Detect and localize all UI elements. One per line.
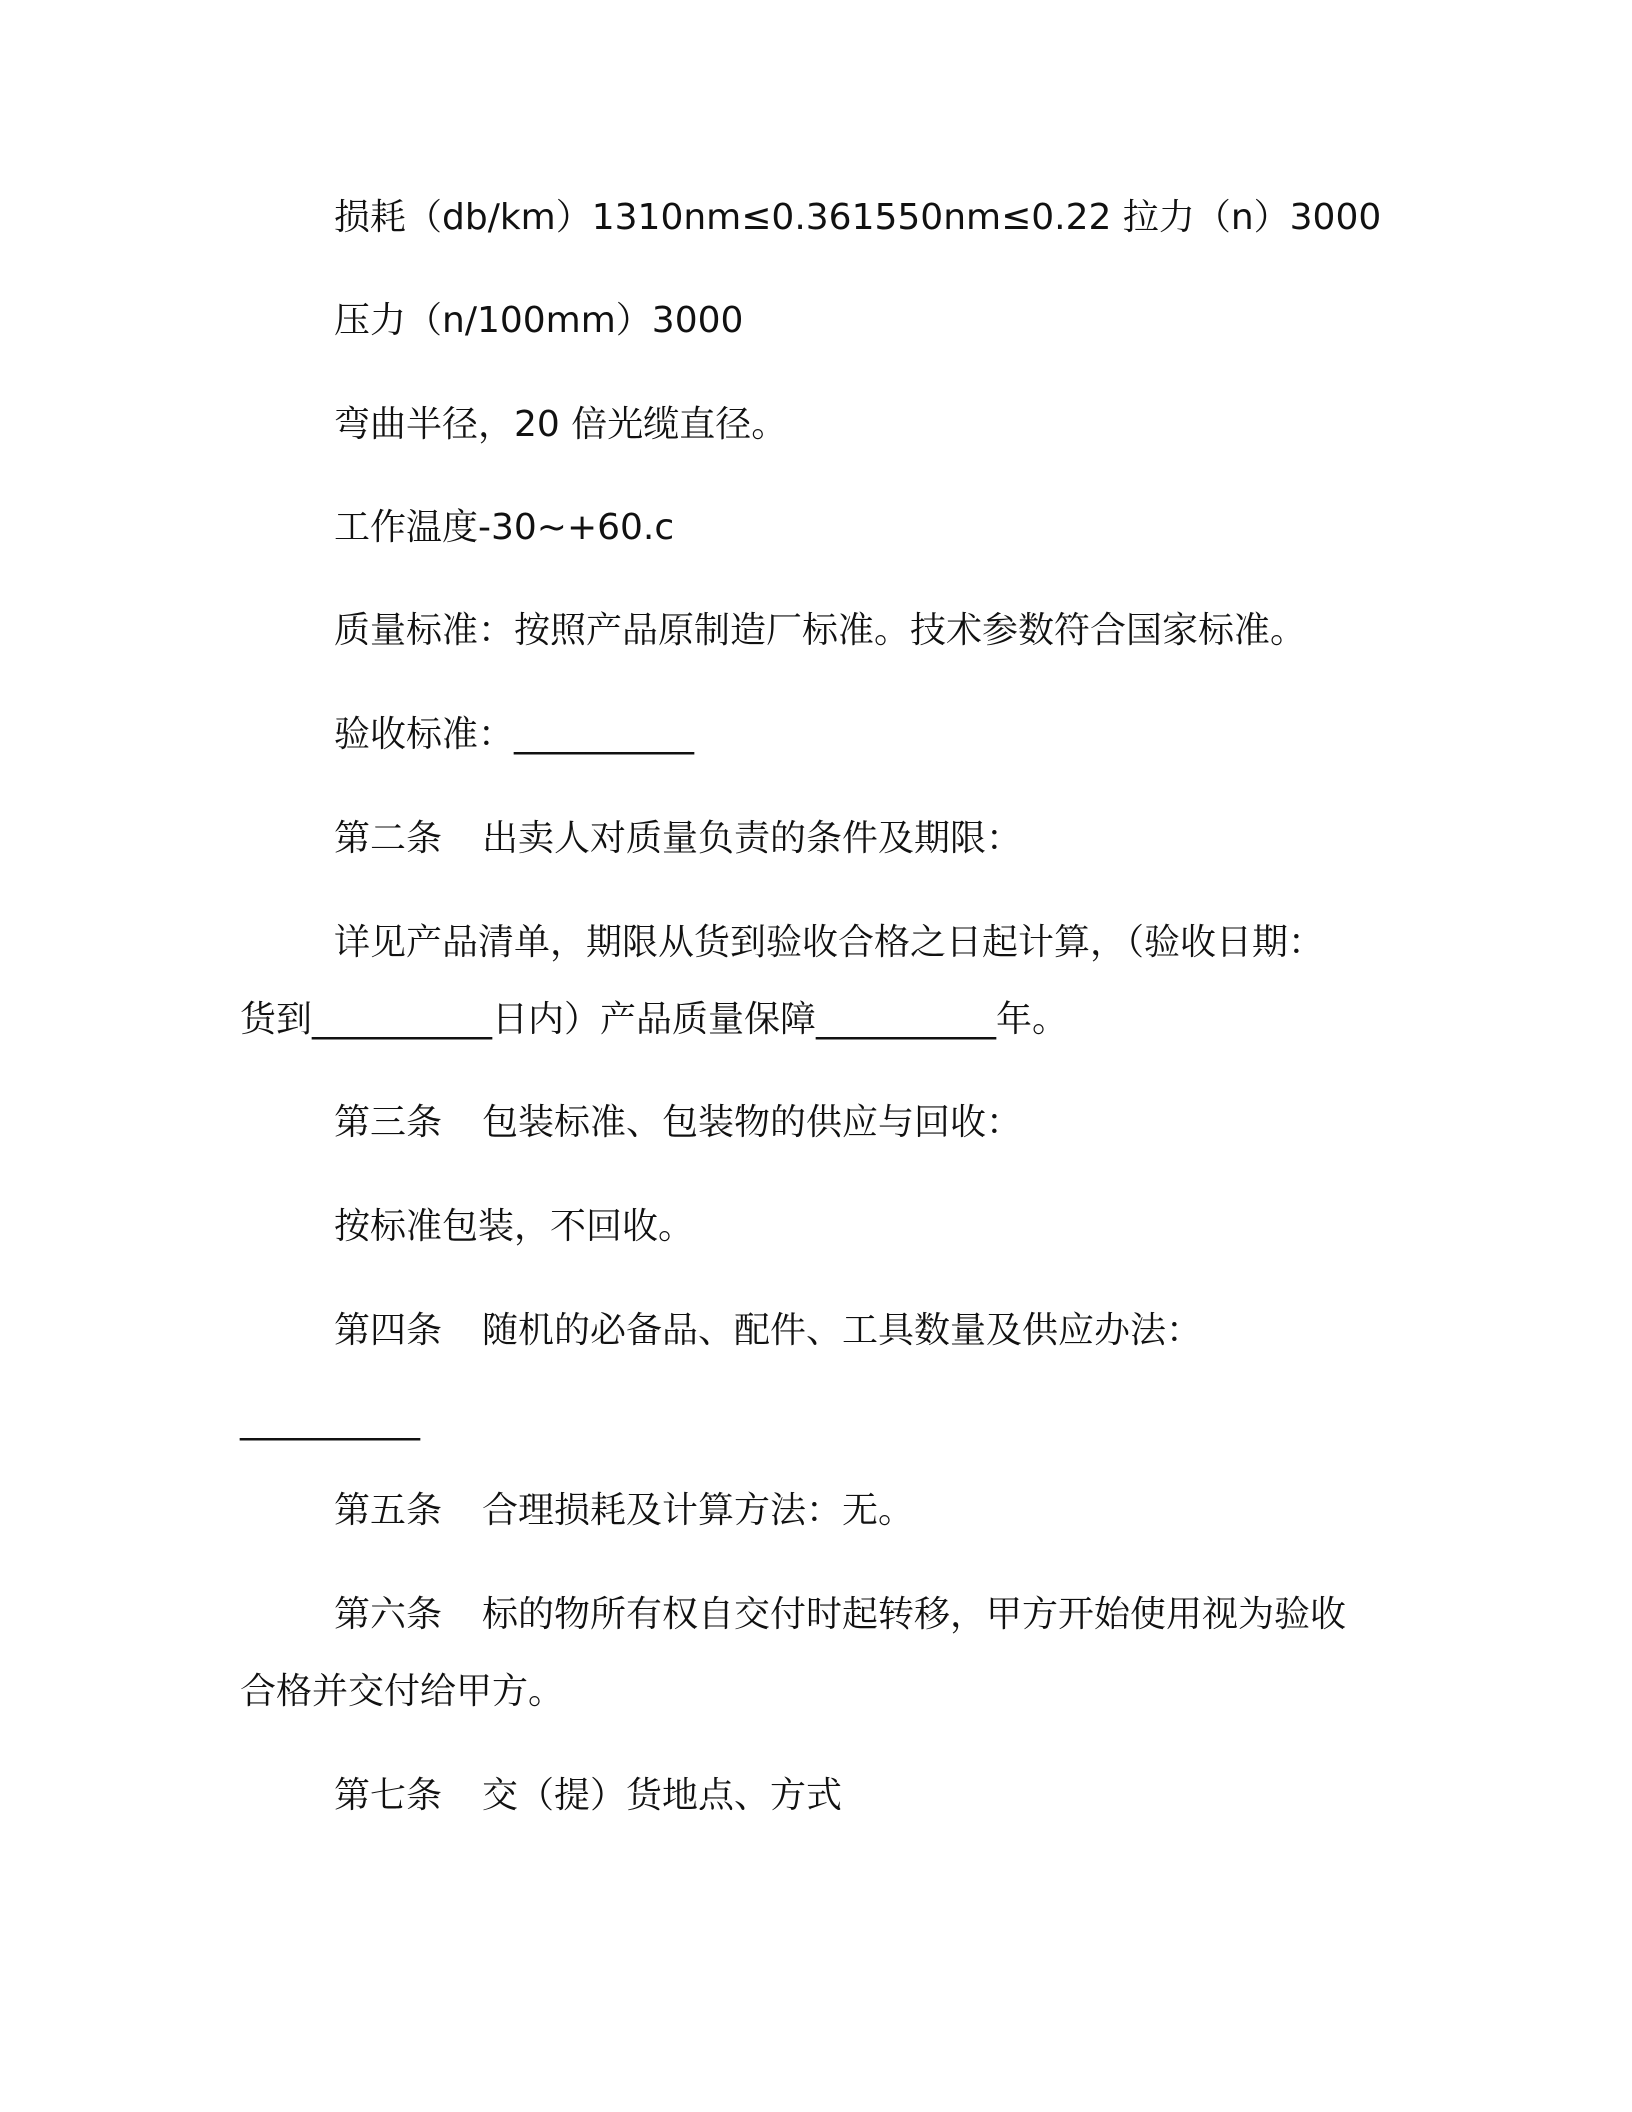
- article-7-heading-line: [334, 1773, 842, 1818]
- article-4-heading-line: [334, 1308, 1202, 1353]
- article-5-title: 合理损耗及计算方法：无。: [482, 1490, 915, 1531]
- spec-pressure-line: 压力（n/100mm）3000: [334, 300, 744, 341]
- article-4-number: 第四条: [334, 1310, 443, 1351]
- article-7-number: 第七条: [334, 1775, 443, 1816]
- article-2-number: 第二条: [334, 818, 443, 859]
- article-4-title: 随机的必备品、配件、工具数量及供应办法：: [482, 1310, 1203, 1351]
- acceptance-standard-line: 验收标准：__________: [334, 714, 695, 755]
- article-6-heading-line: [334, 1592, 1346, 1637]
- article-4-blank: __________: [240, 1400, 420, 1441]
- spec-loss-line: 损耗（db/km）1310nm≤0.361550nm≤0.22 拉力（n）3000: [334, 197, 1382, 238]
- article-7-title: 交（提）货地点、方式: [482, 1775, 843, 1816]
- article-5-heading-line: [334, 1488, 914, 1533]
- quality-standard-line: 质量标准：按照产品原制造厂标准。技术参数符合国家标准。: [334, 610, 1307, 651]
- article-6-title-line-2: 合格并交付给甲方。: [240, 1671, 565, 1712]
- article-3-number: 第三条: [334, 1102, 443, 1143]
- article-2-body-line-1: 详见产品清单，期限从货到验收合格之日起计算，（验收日期：: [334, 922, 1325, 963]
- article-5-number: 第五条: [334, 1490, 443, 1531]
- article-3-heading-line: [334, 1100, 1022, 1145]
- article-2-heading-line: [334, 816, 1022, 861]
- spec-temperature-line: 工作温度-30~+60.c: [334, 507, 675, 548]
- article-3-body: 按标准包装，不回收。: [334, 1206, 695, 1247]
- article-3-title: 包装标准、包装物的供应与回收：: [482, 1102, 1023, 1143]
- spec-bend-radius-line: 弯曲半径，20 倍光缆直径。: [334, 404, 788, 445]
- article-2-body-line-2: 货到__________日内）产品质量保障__________年。: [240, 999, 1069, 1040]
- article-2-title: 出卖人对质量负责的条件及期限：: [482, 818, 1023, 859]
- article-6-number: 第六条: [334, 1594, 443, 1635]
- article-6-title-line-1: 标的物所有权自交付时起转移，甲方开始使用视为验收: [482, 1594, 1347, 1635]
